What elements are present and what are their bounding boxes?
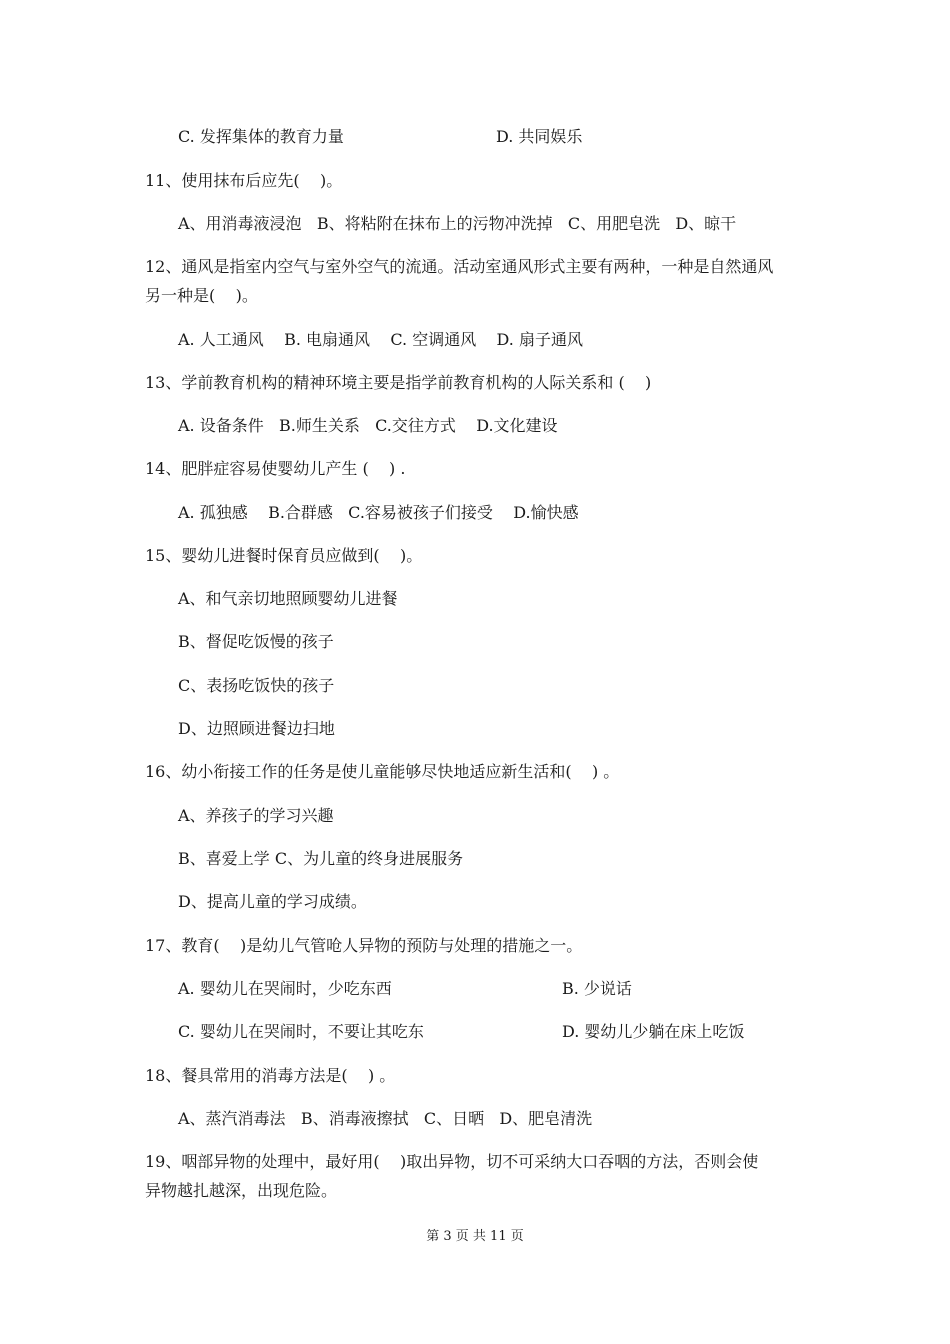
question-16-stem: 16、幼小衔接工作的任务是使儿童能够尽快地适应新生活和( ) 。 bbox=[145, 762, 620, 781]
question-16-option-d: D、提高儿童的学习成绩。 bbox=[178, 892, 367, 911]
question-12-options: A. 人工通风 B. 电扇通风 C. 空调通风 D. 扇子通风 bbox=[178, 330, 583, 349]
question-13-stem: 13、学前教育机构的精神环境主要是指学前教育机构的人际关系和 ( ) bbox=[145, 373, 652, 392]
question-17-option-d: D. 婴幼儿少躺在床上吃饭 bbox=[562, 1022, 745, 1041]
question-10-option-c: C. 发挥集体的教育力量 bbox=[178, 127, 344, 146]
question-16-option-a: A、养孩子的学习兴趣 bbox=[178, 806, 334, 825]
question-15-option-b: B、督促吃饭慢的孩子 bbox=[178, 632, 334, 651]
question-18-options: A、蒸汽消毒法 B、消毒液擦拭 C、日晒 D、肥皂清洗 bbox=[178, 1109, 593, 1128]
question-15-option-d: D、边照顾进餐边扫地 bbox=[178, 719, 335, 738]
question-14-options: A. 孤独感 B.合群感 C.容易被孩子们接受 D.愉快感 bbox=[178, 503, 579, 522]
question-17-option-a: A. 婴幼儿在哭闹时，少吃东西 bbox=[178, 979, 392, 998]
page-footer: 第 3 页 共 11 页 bbox=[426, 1229, 524, 1244]
question-12-stem-line2: 另一种是( )。 bbox=[145, 286, 258, 305]
question-11-options: A、用消毒液浸泡 B、将粘附在抹布上的污物冲洗掉 C、用肥皂洗 D、晾干 bbox=[178, 214, 737, 233]
question-10-option-d: D. 共同娱乐 bbox=[496, 127, 583, 146]
question-16-option-bc: B、喜爱上学 C、为儿童的终身进展服务 bbox=[178, 849, 464, 868]
question-14-stem: 14、肥胖症容易使婴幼儿产生 ( ) . bbox=[145, 459, 406, 478]
question-15-stem: 15、婴幼儿进餐时保育员应做到( )。 bbox=[145, 546, 423, 565]
question-12-stem-line1: 12、通风是指室内空气与室外空气的流通。活动室通风形式主要有两种，一种是自然通风 bbox=[145, 257, 774, 276]
question-15-option-c: C、表扬吃饭快的孩子 bbox=[178, 676, 335, 695]
question-19-stem-line2: 异物越扎越深，出现危险。 bbox=[145, 1181, 338, 1200]
question-17-stem: 17、教育( )是幼儿气管呛人异物的预防与处理的措施之一。 bbox=[145, 936, 583, 955]
question-11-stem: 11、使用抹布后应先( )。 bbox=[145, 171, 343, 190]
question-17-option-c: C. 婴幼儿在哭闹时，不要让其吃东 bbox=[178, 1022, 424, 1041]
question-17-option-b: B. 少说话 bbox=[562, 979, 632, 998]
question-18-stem: 18、餐具常用的消毒方法是( ) 。 bbox=[145, 1066, 396, 1085]
question-19-stem-line1: 19、咽部异物的处理中，最好用( )取出异物，切不可采纳大口吞咽的方法，否则会使 bbox=[145, 1152, 759, 1171]
question-13-options: A. 设备条件 B.师生关系 C.交往方式 D.文化建设 bbox=[178, 416, 558, 435]
question-15-option-a: A、和气亲切地照顾婴幼儿进餐 bbox=[178, 589, 398, 608]
